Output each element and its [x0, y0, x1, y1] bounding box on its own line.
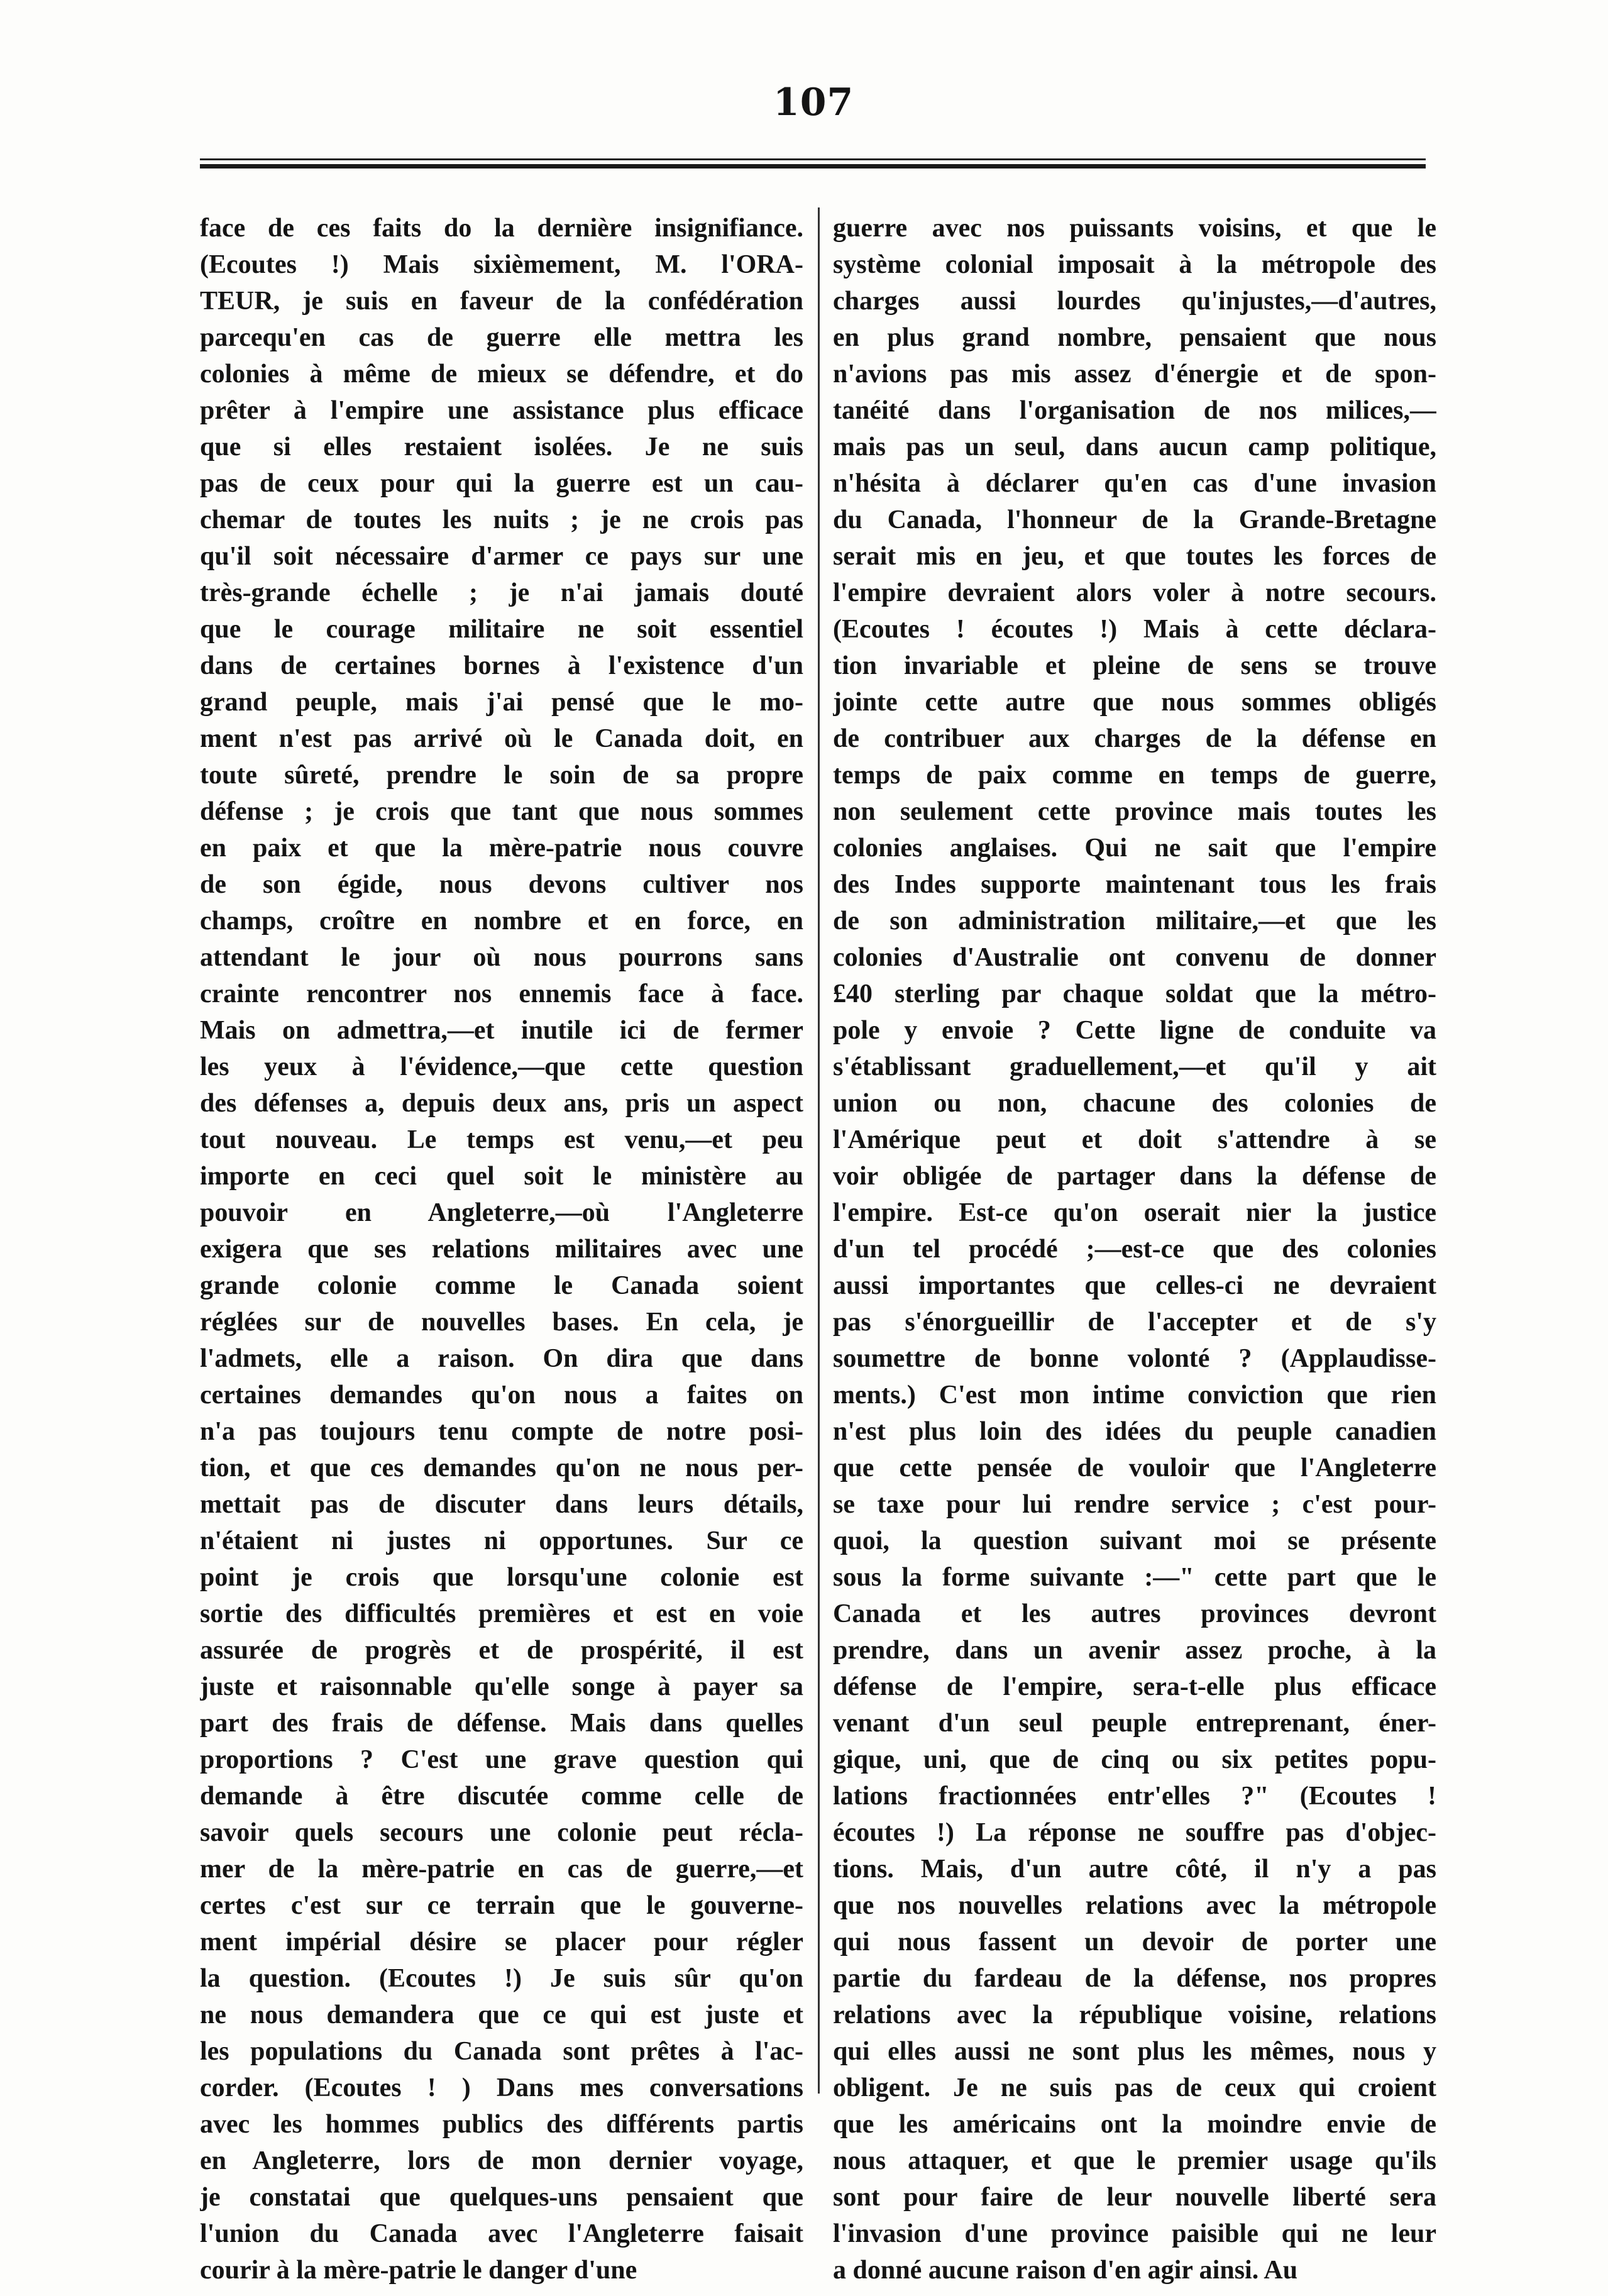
text-line: n'avions pas mis assez d'énergie et de spon- [833, 360, 1436, 389]
text-line: tout nouveau. Le temps est venu,—et peu [200, 1125, 803, 1154]
text-line: partie du fardeau de la défense, nos propres [833, 1964, 1436, 1993]
text-line: d'un tel procédé ;—est-ce que des colonies [833, 1235, 1436, 1264]
text-line: grand peuple, mais j'ai pensé que le mo- [200, 688, 803, 717]
text-line: que si elles restaient isolées. Je ne suis [200, 433, 803, 461]
header-rule-thin [200, 158, 1426, 160]
text-line: voir obligée de partager dans la défense de [833, 1162, 1436, 1191]
text-line: point je crois que lorsqu'une colonie est [200, 1563, 803, 1592]
text-line: avec les hommes publics des différents partis [200, 2110, 803, 2139]
text-line: attendant le jour où nous pourrons sans [200, 943, 803, 972]
text-line: part des frais de défense. Mais dans quelles [200, 1709, 803, 1738]
text-line: ment n'est pas arrivé où le Canada doit, en [200, 724, 803, 753]
text-line: champs, croître en nombre et en force, en [200, 907, 803, 936]
text-line: colonies à même de mieux se défendre, et do [200, 360, 803, 389]
text-line: tion invariable et pleine de sens se trouve [833, 651, 1436, 680]
text-line: importe en ceci quel soit le ministère au [200, 1162, 803, 1191]
text-line: obligent. Je ne suis pas de ceux qui croient [833, 2073, 1436, 2102]
text-line: des défenses a, depuis deux ans, pris un aspect [200, 1089, 803, 1118]
text-line: en plus grand nombre, pensaient que nous [833, 323, 1436, 352]
text-line: réglées sur de nouvelles bases. En cela, je [200, 1308, 803, 1337]
text-line: juste et raisonnable qu'elle songe à payer sa [200, 1672, 803, 1701]
text-line: de son administration militaire,—et que les [833, 907, 1436, 936]
text-line: ments.) C'est mon intime conviction que rien [833, 1381, 1436, 1410]
text-line: ment impérial désire se placer pour régler [200, 1928, 803, 1957]
text-line: mer de la mère-patrie en cas de guerre,—et [200, 1855, 803, 1884]
text-line: colonies anglaises. Qui ne sait que l'empire [833, 834, 1436, 863]
text-line: corder. (Ecoutes ! ) Dans mes conversations [200, 2073, 803, 2102]
text-line: assurée de progrès et de prospérité, il est [200, 1636, 803, 1665]
text-line: chemar de toutes les nuits ; je ne crois pas [200, 505, 803, 534]
text-line: colonies d'Australie ont convenu de donner [833, 943, 1436, 972]
text-line: temps de paix comme en temps de guerre, [833, 761, 1436, 790]
text-line: crainte rencontrer nos ennemis face à face. [200, 980, 803, 1008]
text-line: s'établissant graduellement,—et qu'il y ait [833, 1052, 1436, 1081]
text-line: TEUR, je suis en faveur de la confédération [200, 287, 803, 316]
text-line: n'est plus loin des idées du peuple canadien [833, 1417, 1436, 1446]
text-line: relations avec la république voisine, relations [833, 2001, 1436, 2029]
text-line: nous attaquer, et que le premier usage qu'ils [833, 2146, 1436, 2175]
text-line: l'empire. Est-ce qu'on oserait nier la justice [833, 1198, 1436, 1227]
text-line: Mais on admettra,—et inutile ici de fermer [200, 1016, 803, 1045]
text-line: défense ; je crois que tant que nous sommes [200, 797, 803, 826]
text-line: en paix et que la mère-patrie nous couvre [200, 834, 803, 863]
page-number: 107 [773, 80, 854, 124]
text-line: très-grande échelle ; je n'ai jamais douté [200, 578, 803, 607]
text-line: défense de l'empire, sera-t-elle plus efficace [833, 1672, 1436, 1701]
text-line: n'hésita à déclarer qu'en cas d'une invasion [833, 469, 1436, 498]
text-line: Canada et les autres provinces devront [833, 1599, 1436, 1628]
left-column [200, 210, 803, 2288]
text-line: jointe cette autre que nous sommes obligés [833, 688, 1436, 717]
text-line: pas s'énorgueillir de l'accepter et de s'y [833, 1308, 1436, 1337]
text-line: que nos nouvelles relations avec la métropole [833, 1891, 1436, 1920]
text-line: serait mis en jeu, et que toutes les forces de [833, 542, 1436, 571]
text-line: parcequ'en cas de guerre elle mettra les [200, 323, 803, 352]
column-divider [818, 207, 820, 2094]
text-line: venant d'un seul peuple entreprenant, éner- [833, 1709, 1436, 1738]
text-line: quoi, la question suivant moi se présente [833, 1526, 1436, 1555]
text-line: guerre avec nos puissants voisins, et que le [833, 214, 1436, 243]
text-line: prendre, dans un avenir assez proche, à la [833, 1636, 1436, 1665]
right-column [833, 210, 1436, 2288]
text-line: n'a pas toujours tenu compte de notre posi- [200, 1417, 803, 1446]
text-line: aussi importantes que celles-ci ne devraient [833, 1271, 1436, 1300]
text-line: de contribuer aux charges de la défense en [833, 724, 1436, 753]
text-line: (Ecoutes !) Mais sixièmement, M. l'ORA- [200, 250, 803, 279]
text-line: gique, uni, que de cinq ou six petites popu- [833, 1745, 1436, 1774]
text-line: sous la forme suivante :—" cette part que le [833, 1563, 1436, 1592]
text-line: je constatai que quelques-uns pensaient que [200, 2183, 803, 2212]
text-line: l'invasion d'une province paisible qui ne leur [833, 2219, 1436, 2248]
text-line: mais pas un seul, dans aucun camp politique, [833, 433, 1436, 461]
text-line: que cette pensée de vouloir que l'Angleterre [833, 1454, 1436, 1482]
text-line: mettait pas de discuter dans leurs détails, [200, 1490, 803, 1519]
text-line: union ou non, chacune des colonies de [833, 1089, 1436, 1118]
text-line: ne nous demandera que ce qui est juste et [200, 2001, 803, 2029]
text-line: courir à la mère-patrie le danger d'une [200, 2256, 637, 2285]
text-line: pas de ceux pour qui la guerre est un cau- [200, 469, 803, 498]
text-line: les populations du Canada sont prêtes à l'ac- [200, 2037, 803, 2066]
text-line: dans de certaines bornes à l'existence d'un [200, 651, 803, 680]
text-line: système colonial imposait à la métropole des [833, 250, 1436, 279]
text-line: se taxe pour lui rendre service ; c'est pour- [833, 1490, 1436, 1519]
text-line: certes c'est sur ce terrain que le gouverne- [200, 1891, 803, 1920]
text-line: la question. (Ecoutes !) Je suis sûr qu'on [200, 1964, 803, 1993]
text-line: n'étaient ni justes ni opportunes. Sur ce [200, 1526, 803, 1555]
text-line: non seulement cette province mais toutes les [833, 797, 1436, 826]
text-line: tion, et que ces demandes qu'on ne nous per- [200, 1454, 803, 1482]
text-line: tanéité dans l'organisation de nos milices,— [833, 396, 1436, 425]
text-line: sortie des difficultés premières et est en voie [200, 1599, 803, 1628]
text-line: l'Amérique peut et doit s'attendre à se [833, 1125, 1436, 1154]
text-line: les yeux à l'évidence,—que cette question [200, 1052, 803, 1081]
text-line: savoir quels secours une colonie peut récla- [200, 1818, 803, 1847]
text-line: demande à être discutée comme celle de [200, 1782, 803, 1811]
text-line: £40 sterling par chaque soldat que la métro- [833, 980, 1436, 1008]
header-rule-thick [200, 164, 1426, 168]
text-line: pouvoir en Angleterre,—où l'Angleterre [200, 1198, 803, 1227]
text-line: du Canada, l'honneur de la Grande-Bretagne [833, 505, 1436, 534]
text-line: lations fractionnées entr'elles ?" (Ecoutes ! [833, 1782, 1436, 1811]
text-line: grande colonie comme le Canada soient [200, 1271, 803, 1300]
text-line: tions. Mais, d'un autre côté, il n'y a pas [833, 1855, 1436, 1884]
text-line: en Angleterre, lors de mon dernier voyage, [200, 2146, 803, 2175]
text-line: pole y envoie ? Cette ligne de conduite va [833, 1016, 1436, 1045]
text-line: sont pour faire de leur nouvelle liberté sera [833, 2183, 1436, 2212]
text-line: face de ces faits do la dernière insignifiance. [200, 214, 803, 243]
text-line: soumettre de bonne volonté ? (Applaudisse- [833, 1344, 1436, 1373]
text-line: toute sûreté, prendre le soin de sa propre [200, 761, 803, 790]
text-line: a donné aucune raison d'en agir ainsi. Au [833, 2256, 1298, 2285]
text-line: qu'il soit nécessaire d'armer ce pays sur une [200, 542, 803, 571]
text-line: que les américains ont la moindre envie de [833, 2110, 1436, 2139]
text-line: que le courage militaire ne soit essentiel [200, 615, 803, 644]
text-line: écoutes !) La réponse ne souffre pas d'objec- [833, 1818, 1436, 1847]
text-line: qui elles aussi ne sont plus les mêmes, nous y [833, 2037, 1436, 2066]
text-line: charges aussi lourdes qu'injustes,—d'autres, [833, 287, 1436, 316]
text-line: l'admets, elle a raison. On dira que dans [200, 1344, 803, 1373]
text-line: l'empire devraient alors voler à notre secours. [833, 578, 1436, 607]
text-line: proportions ? C'est une grave question qui [200, 1745, 803, 1774]
text-line: certaines demandes qu'on nous a faites on [200, 1381, 803, 1410]
text-line: l'union du Canada avec l'Angleterre faisait [200, 2219, 803, 2248]
text-line: qui nous fassent un devoir de porter une [833, 1928, 1436, 1957]
text-line: de son égide, nous devons cultiver nos [200, 870, 803, 899]
text-line: (Ecoutes ! écoutes !) Mais à cette déclara- [833, 615, 1436, 644]
text-line: des Indes supporte maintenant tous les frais [833, 870, 1436, 899]
text-line: exigera que ses relations militaires avec une [200, 1235, 803, 1264]
text-line: prêter à l'empire une assistance plus efficace [200, 396, 803, 425]
